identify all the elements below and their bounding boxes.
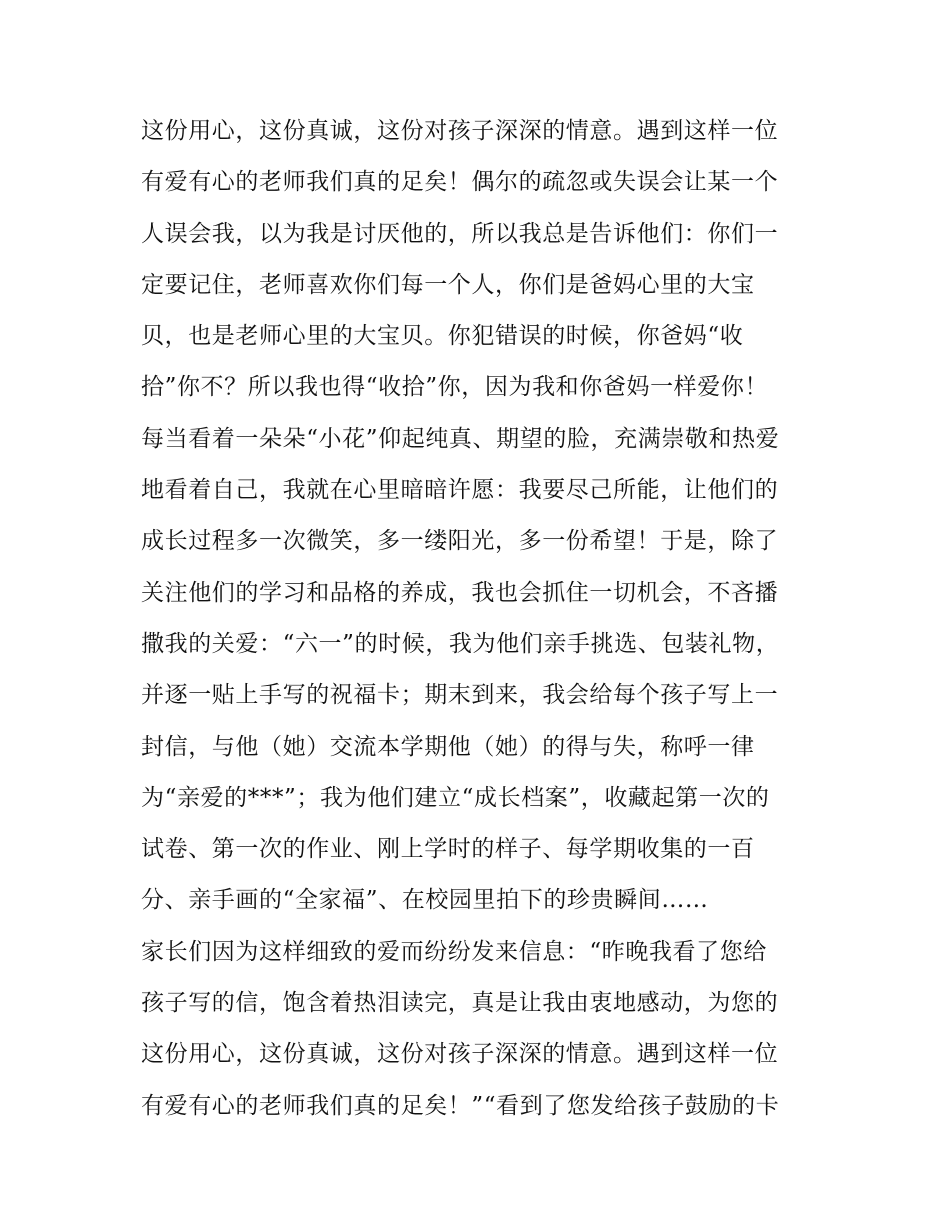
text-line: 人误会我，以为我是讨厌他的，所以我总是告诉他们：你们一	[141, 220, 779, 247]
text-line: 分、亲手画的“全家福”、在校园里拍下的珍贵瞬间……	[141, 887, 709, 914]
text-line: 贝，也是老师心里的大宝贝。你犯错误的时候，你爸妈“收	[141, 323, 744, 350]
text-line: 撒我的关爱：“六一”的时候，我为他们亲手挑选、包装礼物，	[141, 630, 780, 657]
text-line: 封信，与他（她）交流本学期他（她）的得与失，称呼一律	[141, 733, 755, 760]
text-line: 这份用心，这份真诚，这份对孩子深深的情意。遇到这样一位	[141, 118, 779, 144]
text-line: 试卷、第一次的作业、刚上学时的样子、每学期收集的一百	[141, 836, 755, 863]
text-line: 孩子写的信，饱含着热泪读完，真是让我由衷地感动，为您的	[141, 990, 779, 1017]
text-line: 地看着自己，我就在心里暗暗许愿：我要尽己所能，让他们的	[141, 477, 779, 504]
body-text	[141, 106, 821, 1132]
text-line: 家长们因为这样细致的爱而纷纷发来信息：“昨晚我看了您给	[141, 938, 767, 965]
text-line: 拾”你不？所以我也得“收拾”你，因为我和你爸妈一样爱你！	[141, 374, 769, 401]
text-line: 成长过程多一次微笑，多一缕阳光，多一份希望！于是，除了	[141, 528, 779, 555]
text-line: 定要记住，老师喜欢你们每一个人，你们是爸妈心里的大宝	[141, 271, 755, 298]
text-line: 每当看着一朵朵“小花”仰起纯真、期望的脸，充满崇敬和热爱	[141, 425, 780, 452]
text-line: 并逐一贴上手写的祝福卡；期末到来，我会给每个孩子写上一	[141, 682, 779, 709]
text-line: 有爱有心的老师我们真的足矣！偶尔的疏忽或失误会让某一个	[141, 169, 779, 196]
text-line: 关注他们的学习和品格的养成，我也会抓住一切机会，不吝播	[141, 579, 779, 606]
text-line: 为“亲爱的***”；我为他们建立“成长档案”，收藏起第一次的	[141, 784, 770, 811]
text-line: 有爱有心的老师我们真的足矣！”“看到了您发给孩子鼓励的卡	[141, 1092, 780, 1119]
text-line: 这份用心，这份真诚，这份对孩子深深的情意。遇到这样一位	[141, 1041, 779, 1068]
